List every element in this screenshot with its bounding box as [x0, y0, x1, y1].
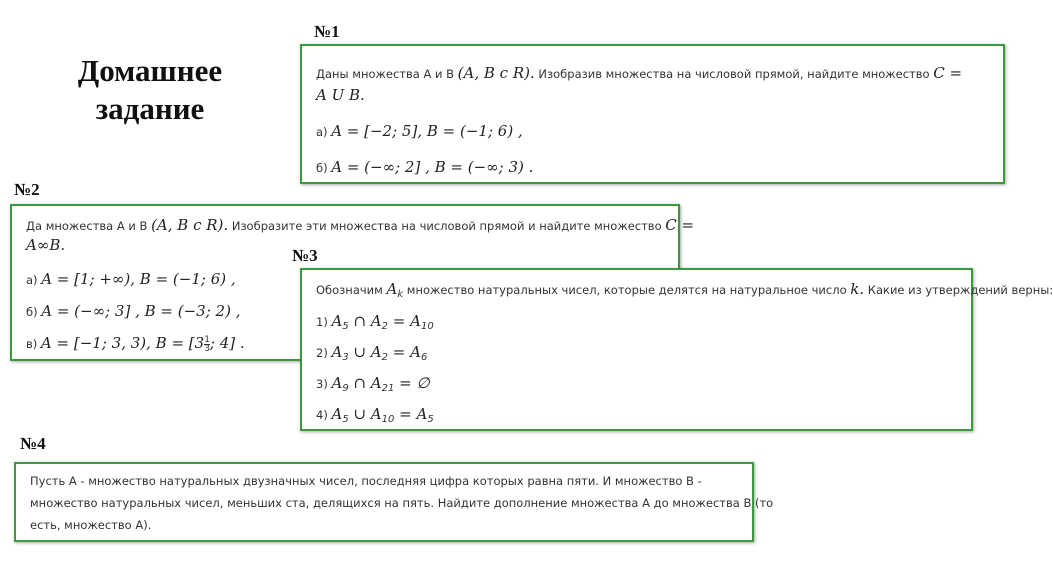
task3-item-number: 1) — [316, 315, 328, 329]
task1-condition: (A, B c R). — [457, 64, 535, 82]
task3-item-operator: ∪ — [348, 343, 371, 361]
task3-text: множество натуральных чисел, которые делятся на натуральное число — [406, 283, 847, 297]
task4-line-2: множество натуральных чисел, меньших ста, делящихся на пять. Найдите дополнение множества A до множества B (то — [30, 496, 774, 510]
task3-item-set-b: A — [370, 343, 382, 361]
task2-item-c-expr-end: ; 4] . — [209, 334, 245, 352]
task1-item-b — [316, 158, 533, 176]
task3-item-result: A — [416, 405, 428, 423]
task3-item-operator: ∪ — [348, 405, 371, 423]
task3-question: Какие из утверждений верны: — [867, 283, 1053, 297]
task3-statement — [316, 280, 1053, 300]
title-line-2: задание — [95, 91, 205, 126]
task2-statement-2 — [26, 236, 65, 254]
task3-k: k. — [850, 280, 865, 298]
task3-item-set-b: A — [370, 405, 382, 423]
task2-item-c-expr: A = [−1; 3, 3), B = [3 — [40, 334, 205, 352]
task3-item — [316, 374, 430, 394]
fraction-denominator: 3 — [204, 344, 210, 354]
task3-item-set-a: A — [331, 312, 343, 330]
fraction-numerator: 1 — [204, 335, 210, 345]
task3-item-result-sub: 5 — [427, 414, 434, 425]
task4-line-1: Пусть A - множество натуральных двузначных чисел, последняя цифра которых равна пяти. И множество B - — [30, 474, 702, 488]
task3-item-result-sub: 6 — [420, 352, 428, 363]
page-title — [40, 52, 260, 128]
title-line-1: Домашнее — [77, 53, 223, 88]
task3-number: №3 — [292, 246, 318, 265]
task1-item-a-prefix: а) — [316, 125, 328, 139]
task3-item-number: 3) — [316, 377, 328, 391]
task3-item-operator: ∩ — [348, 374, 371, 392]
task3-card — [300, 268, 1053, 431]
task3-item-set-b-sub: 2 — [381, 352, 389, 363]
task3-item-set-b: A — [370, 374, 382, 392]
task3-intro: Обозначим — [316, 283, 383, 297]
task3-item-set-b-sub: 10 — [381, 414, 395, 425]
task2-item-a-expr: A = [1; +∞), B = (−1; 6) , — [41, 270, 236, 288]
task3-item-set-a-sub: 5 — [342, 414, 349, 425]
task4-line-3: есть, множество A). — [30, 518, 152, 532]
task1-item-b-expr: A = (−∞; 2] , B = (−∞; 3) . — [331, 158, 534, 176]
task3-item-operator: ∩ — [348, 312, 371, 330]
task3-item-equals: = — [388, 312, 411, 330]
task1-formula: C = — [933, 64, 963, 82]
task1-item-b-prefix: б) — [316, 161, 328, 175]
task3-item-result: A — [410, 343, 421, 361]
task2-formula: C = — [665, 216, 695, 234]
task2-item-c — [26, 334, 245, 353]
task2-item-a-prefix: а) — [26, 273, 38, 287]
task3-item-equals: = — [394, 405, 417, 423]
task2-item-b-prefix: б) — [26, 305, 38, 319]
task1-intro: Даны множества A и B — [316, 67, 454, 81]
task1-statement — [316, 64, 962, 82]
task3-item-set-a: A — [331, 374, 343, 392]
task3-item-result: ∅ — [416, 374, 430, 392]
task3-item-set-a: A — [331, 405, 343, 423]
task3-item-equals: = — [394, 374, 417, 392]
task3-item — [316, 343, 427, 363]
task3-item-set-b: A — [370, 312, 382, 330]
task3-item-set-a-sub: 5 — [342, 321, 349, 332]
task3-item-set-b-sub: 21 — [381, 383, 395, 394]
task2-number: №2 — [14, 180, 40, 199]
task1-item-a — [316, 122, 523, 140]
task3-item — [316, 312, 434, 332]
task3-item-result-sub: 10 — [420, 321, 434, 332]
task1-formula-2: A U B. — [316, 86, 365, 104]
task2-condition: (A, B c R). — [151, 216, 229, 234]
task3-item-equals: = — [388, 343, 411, 361]
task2-formula-2: A∞B. — [26, 236, 66, 254]
task1-text: Изобразив множества на числовой прямой, найдите множество — [538, 67, 930, 81]
task2-item-b-expr: A = (−∞; 3] , B = (−3; 2) , — [41, 302, 241, 320]
task1-card — [300, 44, 1005, 184]
task3-item-set-a: A — [331, 343, 343, 361]
task1-number: №1 — [314, 22, 340, 41]
task3-item-set-a-sub: 3 — [342, 352, 349, 363]
task2-item-b — [26, 302, 240, 320]
task2-intro: Да — [26, 219, 43, 233]
task3-item-result: A — [410, 312, 421, 330]
task3-intro-subscript: k — [397, 289, 404, 300]
task2-intro-2: множества A и B — [45, 219, 148, 233]
task3-item-number: 4) — [316, 408, 328, 422]
task2-statement — [26, 216, 694, 234]
task1-item-a-expr: A = [−2; 5], B = (−1; 6) , — [331, 122, 523, 140]
task3-item-number: 2) — [316, 346, 328, 360]
task2-item-a — [26, 270, 236, 288]
task3-item — [316, 405, 434, 425]
task2-item-c-prefix: в) — [26, 337, 38, 351]
task4-number: №4 — [20, 434, 46, 453]
task3-item-set-a-sub: 9 — [342, 383, 349, 394]
task4-card — [14, 462, 774, 542]
task1-statement-2 — [316, 86, 365, 104]
task3-item-set-b-sub: 2 — [381, 321, 389, 332]
task3-intro-symbol: A — [386, 280, 398, 298]
task2-text: Изобразите эти множества на числовой прямой и найдите множество — [231, 219, 662, 233]
